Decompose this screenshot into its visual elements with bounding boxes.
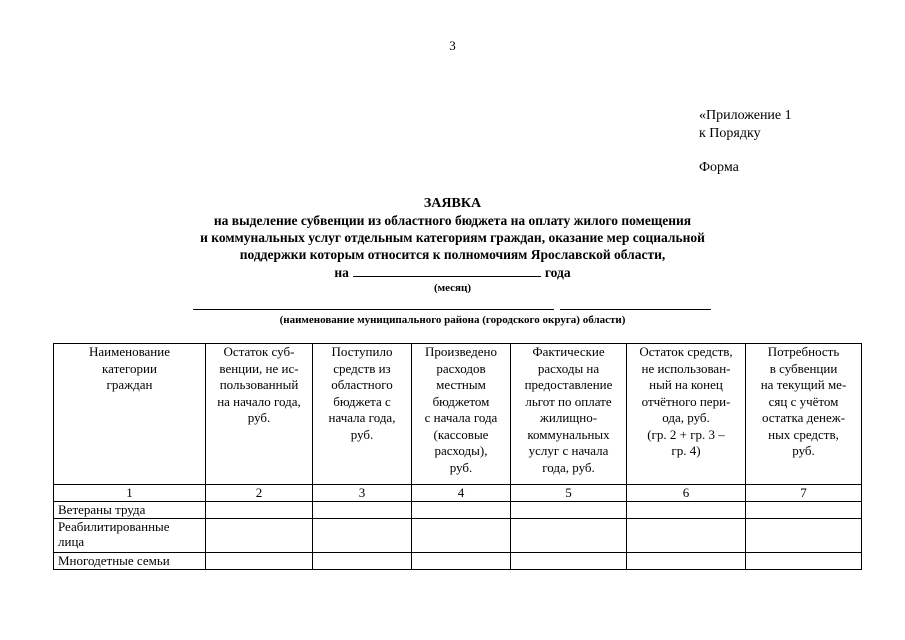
column-number: 4 — [412, 485, 511, 502]
header-received-funds: Поступило средств из областного бюджета с начала года, руб. — [313, 344, 412, 485]
table-cell[interactable] — [511, 502, 627, 519]
appendix-note — [699, 107, 792, 143]
month-blank-field[interactable] — [353, 264, 541, 277]
table-cell[interactable] — [206, 502, 313, 519]
subtitle-line-3: поддержки которым относится к полномочиям Ярославской области, — [239, 247, 666, 262]
table-cell[interactable] — [627, 502, 746, 519]
header-subvention-need: Потребность в субвенции на текущий ме- сяц с учётом остатка денеж- ных средств, руб. — [746, 344, 862, 485]
page-number: 3 — [449, 38, 456, 53]
table-cell[interactable] — [627, 553, 746, 570]
column-number: 2 — [206, 485, 313, 502]
header-actual-expenses: Фактические расходы на предоставление льгот по оплате жилищно- коммунальных услуг с начала года, руб. — [511, 344, 627, 485]
table-cell[interactable] — [412, 502, 511, 519]
table-cell[interactable] — [313, 502, 412, 519]
table-header-row — [54, 344, 862, 485]
column-number: 5 — [511, 485, 627, 502]
municipality-blank-field-2[interactable] — [560, 309, 711, 310]
month-caption: (месяц) — [433, 282, 471, 294]
table-cell[interactable] — [627, 519, 746, 553]
table-cell[interactable] — [746, 519, 862, 553]
table-cell[interactable] — [746, 553, 862, 570]
column-number-row — [54, 485, 862, 502]
table-cell[interactable] — [511, 519, 627, 553]
subtitle-line-2: и коммунальных услуг отдельным категориям граждан, оказание мер социальной — [200, 230, 705, 245]
municipality-blank-field-1[interactable] — [193, 309, 554, 310]
period-suffix: года — [544, 265, 571, 280]
form-label: Форма — [699, 160, 739, 175]
appendix-line-1: «Приложение 1 — [699, 108, 792, 123]
table-cell[interactable] — [746, 502, 862, 519]
row-label-rehabilitated: Реабилитированные лица — [54, 519, 206, 553]
table-cell[interactable] — [412, 519, 511, 553]
column-number: 1 — [54, 485, 206, 502]
row-label-large-families: Многодетные семьи — [54, 553, 206, 570]
table-cell[interactable] — [412, 553, 511, 570]
document-title: ЗАЯВКА — [423, 196, 482, 211]
table-cell[interactable] — [206, 519, 313, 553]
table-cell[interactable] — [206, 553, 313, 570]
request-table — [53, 343, 862, 570]
header-start-balance: Остаток суб- венции, не ис- пользованный на начало года, руб. — [206, 344, 313, 485]
subtitle-line-1: на выделение субвенции из областного бюджета на оплату жилого помещения — [213, 213, 692, 228]
municipality-caption: (наименование муниципального района (городского округа) области) — [279, 314, 626, 326]
table-cell[interactable] — [511, 553, 627, 570]
table-row — [54, 502, 862, 519]
column-number: 3 — [313, 485, 412, 502]
table-row — [54, 519, 862, 553]
header-local-expenses: Произведено расходов местным бюджетом с начала года (кассовые расходы), руб. — [412, 344, 511, 485]
table-cell[interactable] — [313, 519, 412, 553]
table-cell[interactable] — [313, 553, 412, 570]
row-label-labor-veterans: Ветераны труда — [54, 502, 206, 519]
column-number: 6 — [627, 485, 746, 502]
column-number: 7 — [746, 485, 862, 502]
period-prefix: на — [334, 265, 349, 280]
period-line — [0, 264, 905, 281]
appendix-line-2: к Порядку — [699, 126, 761, 141]
header-category: Наименование категории граждан — [54, 344, 206, 485]
header-end-balance: Остаток средств, не использован- ный на конец отчётного пери- ода, руб. (гр. 2 + гр. 3 – гр. 4) — [627, 344, 746, 485]
table-row — [54, 553, 862, 570]
document-subtitle — [120, 212, 785, 263]
